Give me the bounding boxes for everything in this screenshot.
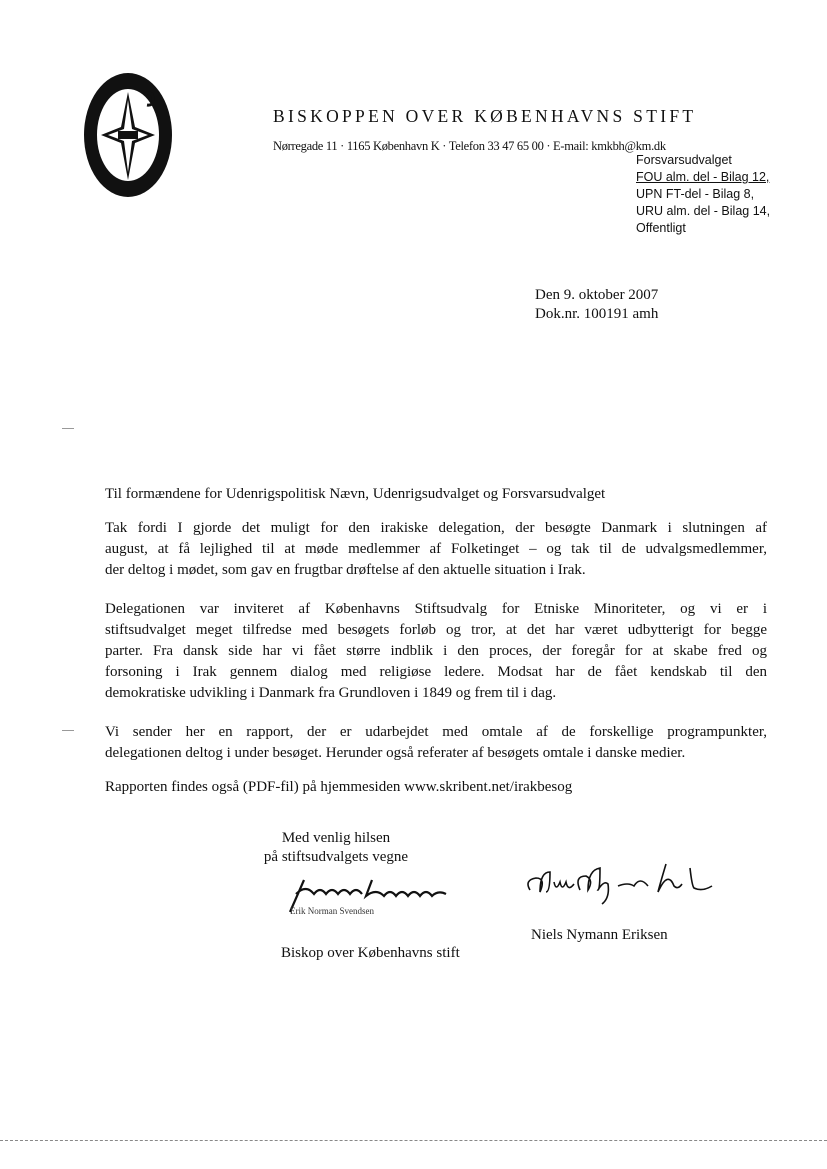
bishop-seal-logo bbox=[83, 72, 173, 198]
paragraph-line: stiftsudvalget meget tilfredse med besøgets forløb og tror, at det har været udbytterigt for begge bbox=[105, 622, 767, 638]
signature-niels-nymann-eriksen bbox=[520, 860, 720, 910]
paragraph-line: demokratiske udvikling i Danmark fra Grundloven i 1849 og frem til i dag. bbox=[105, 685, 557, 701]
stamp-line: FOU alm. del - Bilag 12, bbox=[636, 170, 770, 184]
signatory1-title: Biskop over Københavns stift bbox=[281, 945, 460, 961]
date-block bbox=[535, 286, 658, 324]
salutation: Til formændene for Udenrigspolitisk Nævn, Udenrigsudvalget og Forsvarsudvalget bbox=[105, 486, 606, 502]
document-number: Dok.nr. 100191 amh bbox=[535, 306, 659, 322]
body-paragraph bbox=[105, 722, 767, 764]
signatory1-printed-name: Erik Norman Svendsen bbox=[290, 906, 374, 916]
closing-line: Med venlig hilsen bbox=[281, 830, 391, 846]
scan-mark bbox=[62, 428, 74, 429]
paragraph-line: august, at få lejlighed til at møde medlemmer af Folketinget – og tak til de udvalgsmedlemmer, bbox=[105, 541, 767, 557]
filing-stamp bbox=[636, 152, 770, 237]
paragraph-line: der deltog i mødet, som gav en frugtbar drøftelse af den aktuelle situation i Irak. bbox=[105, 562, 586, 578]
body-paragraph bbox=[105, 777, 767, 798]
signatory2-name: Niels Nymann Eriksen bbox=[531, 927, 668, 943]
scan-mark bbox=[62, 730, 74, 731]
paragraph-line: Delegationen var inviteret af Københavns Stiftsudvalg for Etniske Minoriteter, og vi er i bbox=[105, 601, 767, 617]
letter-date: Den 9. oktober 2007 bbox=[535, 287, 659, 303]
paragraph-line: forsoning i Irak gennem dialog med religiøse ledere. Modsat har de fået kendskab til den bbox=[105, 664, 767, 680]
closing bbox=[256, 829, 416, 867]
body-paragraph bbox=[105, 518, 767, 581]
closing-line: på stiftsudvalgets vegne bbox=[263, 849, 409, 865]
paragraph-line: Tak fordi I gjorde det muligt for den irakiske delegation, der besøgte Danmark i slutningen af bbox=[105, 520, 767, 536]
paragraph-line: delegationen deltog i under besøget. Herunder også referater af besøgets omtale i danske medier. bbox=[105, 745, 686, 761]
paragraph-line: Rapporten findes også (PDF-fil) på hjemmesiden www.skribent.net/irakbesog bbox=[105, 779, 573, 795]
stamp-line: URU alm. del - Bilag 14, bbox=[636, 204, 771, 218]
paragraph-line: parter. Fra dansk side har vi fået større indblik i den proces, der foregår for at skabe fred og bbox=[105, 643, 767, 659]
letterhead-address: Nørregade 11 · 1165 København K · Telefon 33 47 65 00 · E-mail: kmkbh@km.dk bbox=[273, 139, 666, 153]
body-paragraph bbox=[105, 599, 767, 704]
stamp-line: Offentligt bbox=[636, 221, 686, 235]
page-edge-divider bbox=[0, 1140, 827, 1141]
paragraph-line: Vi sender her en rapport, der er udarbejdet med omtale af de forskellige programpunkter, bbox=[105, 724, 767, 740]
stamp-line: Forsvarsudvalget bbox=[636, 153, 732, 167]
letterhead-title: BISKOPPEN OVER KØBENHAVNS STIFT bbox=[273, 106, 697, 126]
stamp-line: UPN FT-del - Bilag 8, bbox=[636, 187, 755, 201]
